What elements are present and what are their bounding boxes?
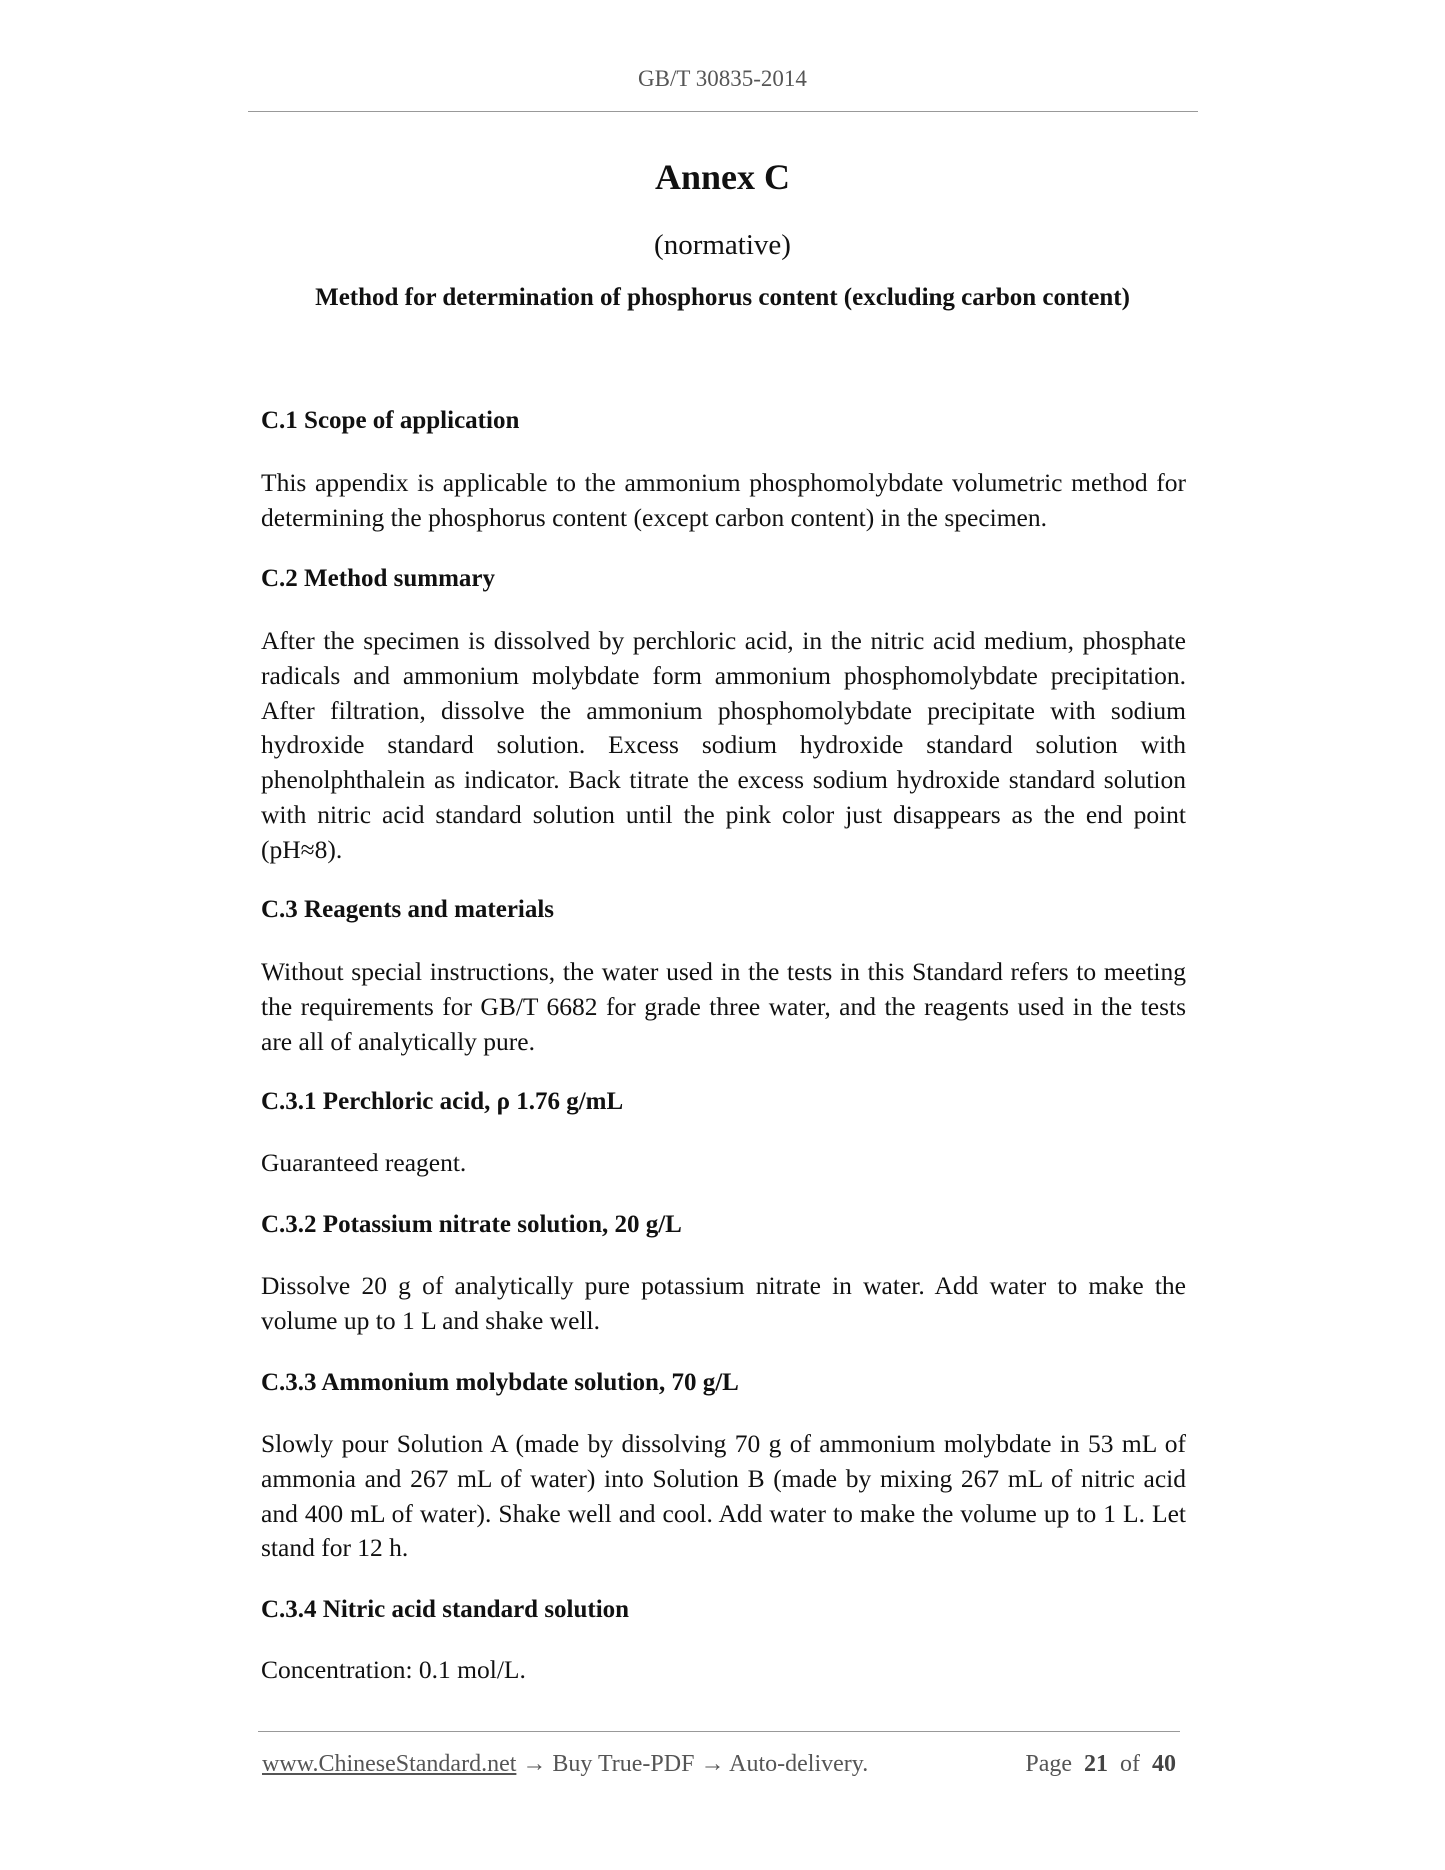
arrow-right-icon: → [522,1751,547,1777]
delivery-text: Auto-delivery. [729,1751,869,1777]
section-text: Guaranteed reagent. [261,1148,467,1177]
section-heading: C.1 Scope of application [261,407,520,434]
footer-divider [258,1731,1180,1732]
current-page: 21 [1084,1751,1108,1777]
section-text: Slowly pour Solution A (made by dissolving 70 g of ammonium molybdate in 53 mL of ammonia and 267 mL of water) into Solution B (made by mixing 267 mL of nitric acid and 400 mL of water). Shake well and cool. Add water to make the volume up to 1 L. Let stand for 12 h. [261,1429,1186,1563]
section-text: Concentration: 0.1 mol/L. [261,1655,526,1684]
arrow-right-icon: → [700,1751,725,1777]
annex-title: Annex C [654,157,791,197]
section-heading: C.3.2 Potassium nitrate solution, 20 g/L [261,1211,682,1238]
section-heading: C.3.3 Ammonium molybdate solution, 70 g/L [261,1369,739,1396]
section-text: After the specimen is dissolved by perchloric acid, in the nitric acid medium, phosphate radicals and ammonium molybdate form ammonium phosphomolybdate precipitation. After filtration, dissolve the ammonium phosphomolybdate precipitate with sodium hydroxide standard solution. Excess sodium hydroxide standard solution with phenolphthalein as indicator. Back titrate the excess sodium hydroxide standard solution with nitric acid standard solution until the pink color just disappears as the end point (pH≈8). [261,626,1186,864]
section-heading: C.3.1 Perchloric acid, ρ 1.76 g/mL [261,1088,624,1115]
annex-subtitle: Method for determination of phosphorus content (excluding carbon content) [315,284,1130,311]
section-heading: C.3 Reagents and materials [261,896,555,923]
section-heading: C.3.4 Nitric acid standard solution [261,1596,630,1623]
page-number [1025,1751,1176,1778]
section-text: This appendix is applicable to the ammonium phosphomolybdate volumetric method for determining the phosphorus content (except carbon content) in the specimen. [261,468,1186,532]
footer-promo [262,1751,868,1778]
section-text: Without special instructions, the water used in the tests in this Standard refers to meeting the requirements for GB/T 6682 for grade three water, and the reagents used in the tests are all of analytically pure. [261,957,1186,1056]
annex-type: (normative) [654,229,791,261]
page-label: Page [1025,1751,1072,1777]
of-label: of [1120,1751,1140,1777]
section-text: Dissolve 20 g of analytically pure potassium nitrate in water. Add water to make the volume up to 1 L and shake well. [261,1271,1186,1335]
website-link[interactable]: www.ChineseStandard.net [262,1751,517,1777]
document-id-header: GB/T 30835-2014 [638,66,807,91]
buy-text: Buy True-PDF [552,1751,695,1777]
total-pages: 40 [1152,1751,1176,1777]
header-divider [248,111,1198,112]
section-heading: C.2 Method summary [261,565,496,592]
